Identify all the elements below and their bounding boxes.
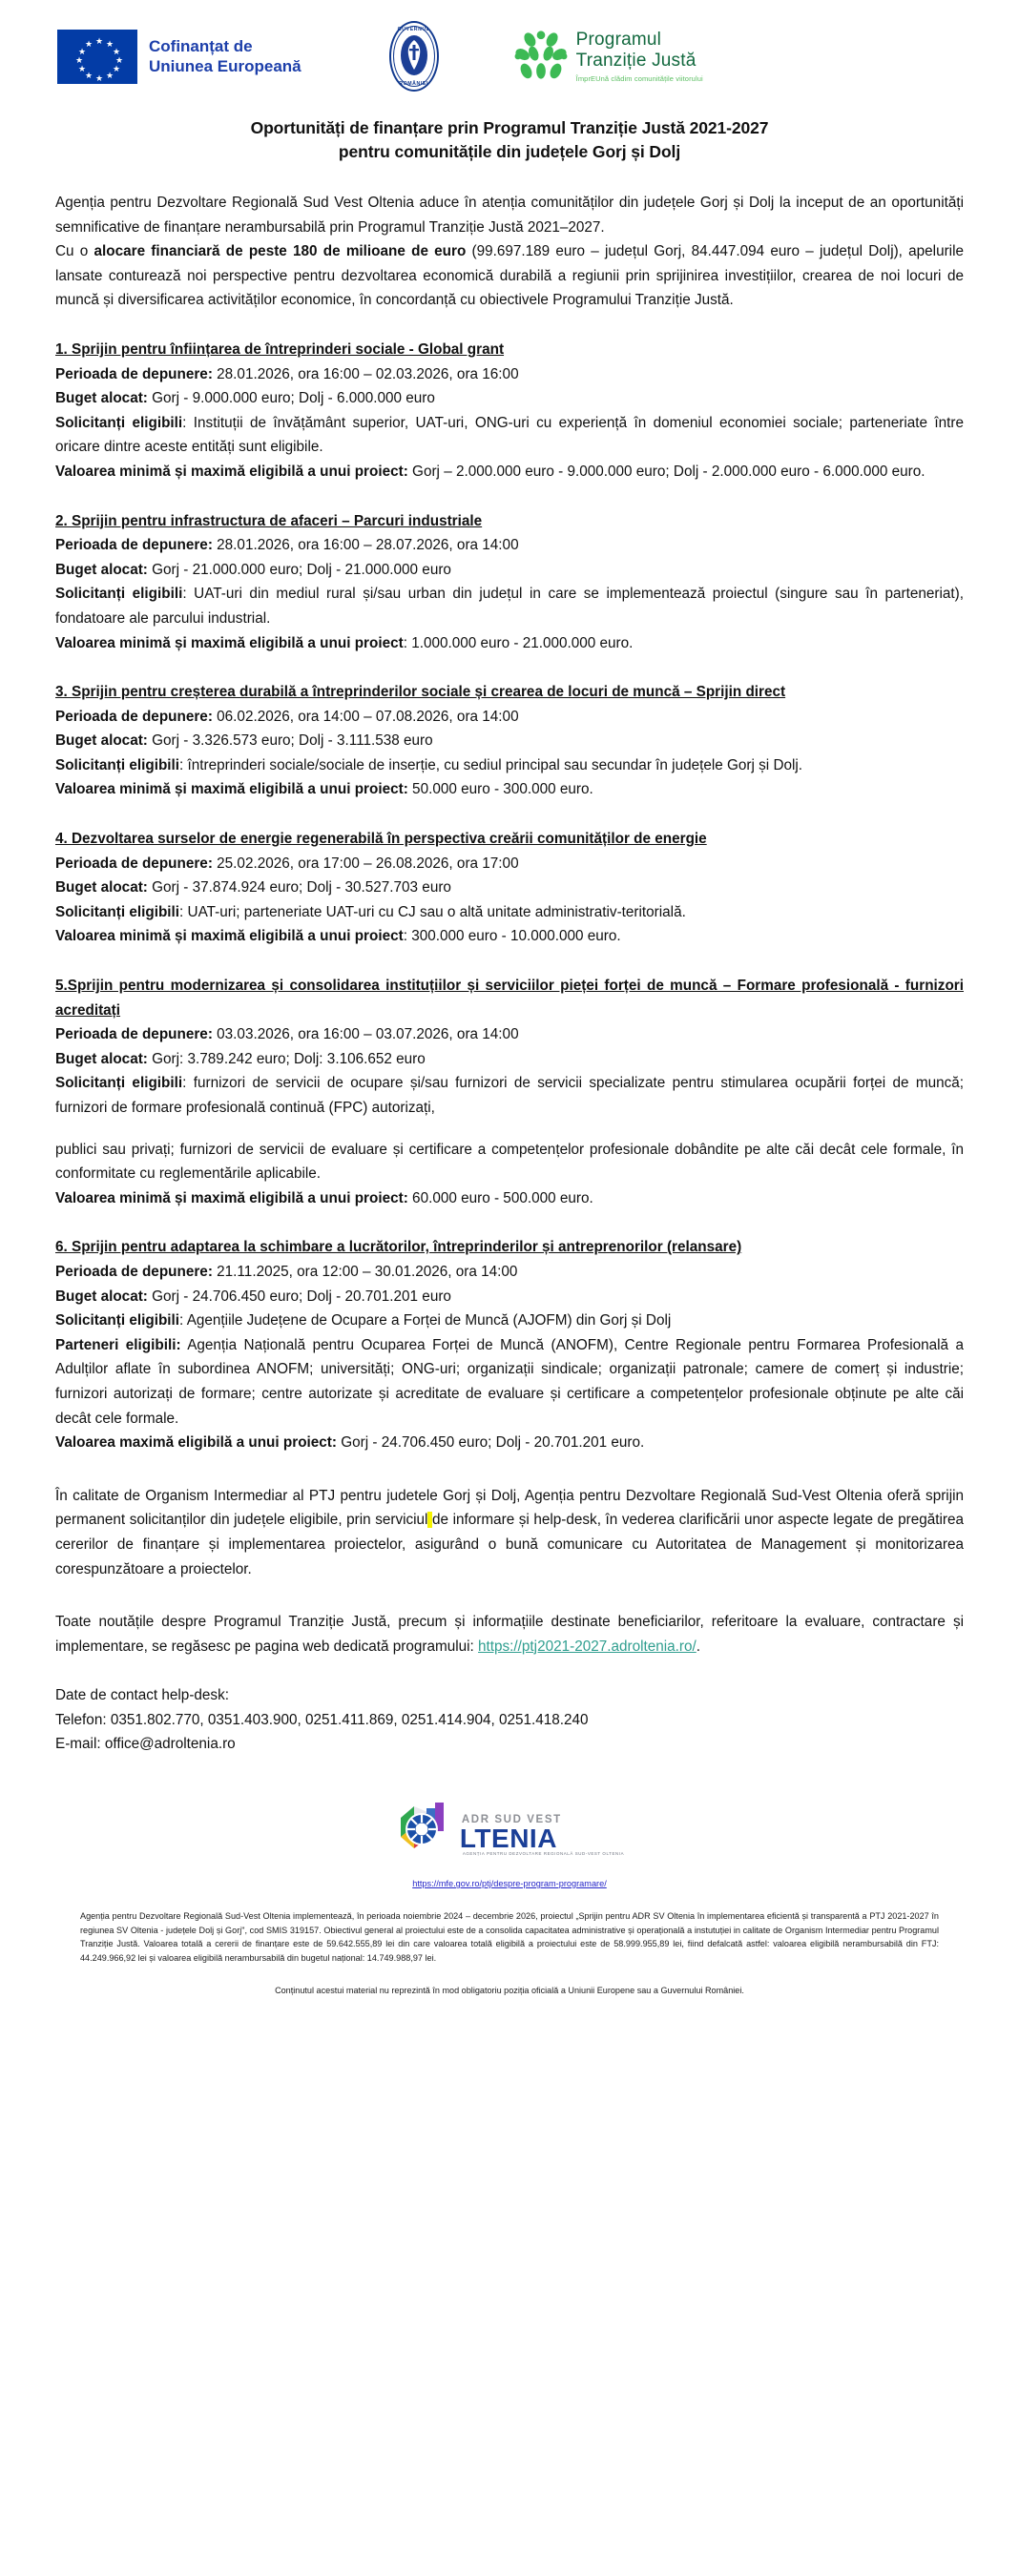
section-heading: 2. Sprijin pentru infrastructura de afaceri – Parcuri industriale — [55, 512, 483, 529]
eu-disclaimer: Conținutul acestui material nu reprezintă în mod obligatoriu poziția oficială a Uniunii Europene sau a Guvernului României. — [275, 1986, 744, 1996]
leaves-icon — [513, 29, 569, 84]
intro-p2-bold: alocare financiară de peste 180 de milioane de euro — [94, 243, 467, 260]
section-line — [55, 1431, 964, 1455]
section-line — [55, 582, 964, 630]
section-line — [55, 558, 964, 583]
logo-bar — [0, 0, 1019, 99]
section-line — [55, 1071, 964, 1120]
intro-paragraph-2 — [55, 239, 964, 313]
eu-cofunding-logo — [57, 30, 302, 84]
line-value: 21.11.2025, ora 12:00 – 30.01.2026, ora 14:00 — [212, 1263, 518, 1280]
intro-paragraph-1: Agenția pentru Dezvoltare Regională Sud Vest Oltenia aduce în atenția comunităților din județele Gorj și Dolj la inceput de an oportunități semnificative de finanțare nerambursabilă prin Programul Tranziție Justă 2021–2027. — [55, 195, 964, 236]
line-value: 28.01.2026, ora 16:00 – 28.07.2026, ora 14:00 — [212, 537, 519, 554]
line-label: Valoarea minimă și maximă eligibilă a unui proiect: — [55, 1189, 408, 1206]
section-line — [55, 777, 964, 802]
adr-sud-vest-oltenia-logo — [395, 1797, 624, 1856]
line-label: Perioada de depunere: — [55, 708, 213, 725]
funding-section — [55, 827, 964, 949]
section-line — [55, 533, 964, 558]
section-line — [55, 386, 964, 411]
ptj-logo-text — [576, 30, 703, 83]
section-line — [55, 900, 964, 925]
section-line — [55, 753, 964, 778]
line-value: Gorj: 3.789.242 euro; Dolj: 3.106.652 euro — [147, 1050, 426, 1067]
line-label: Perioada de depunere: — [55, 537, 213, 554]
line-label: Valoarea minimă și maximă eligibilă a unui proiect — [55, 928, 404, 945]
line-value: Gorj - 21.000.000 euro; Dolj - 21.000.000 euro — [147, 561, 451, 578]
adr-logo-top-text: ADR SUD VEST — [461, 1814, 562, 1826]
section-line — [55, 460, 964, 484]
line-value: 25.02.2026, ora 17:00 – 26.08.2026, ora 17:00 — [212, 855, 519, 872]
helpdesk-text-b: de informare și help-desk, în vederea clarificării unor aspecte legate de pregătirea cererilor de finanțare și implementarea proiectelor, asigurând o bună comunicare cu Autoritatea de Management și monitorizarea corespunzătoare a proiectelor. — [55, 1512, 964, 1577]
section-line — [55, 924, 964, 949]
mfe-link-wrapper — [55, 1879, 964, 1888]
line-value: Agenția Națională pentru Ocuparea Forței de Muncă (ANOFM), Centre Regionale pentru Formarea Profesională a Adulților aflate în subordinea ANOFM; universități; ONG-uri; organizații sindicale; organizații patronale; camere de comerț și industrie; furnizori autorizați de formare; centre autorizate și acreditate de evaluare și certificare a competențelor profesionale obținute pe alte căi decât cele formale. — [55, 1336, 964, 1427]
romanian-eagle-icon — [400, 33, 428, 77]
ptj-logo-line2: Tranziție Justă — [575, 51, 697, 71]
contact-phone: Telefon: 0351.802.770, 0351.403.900, 0251.411.869, 0251.414.904, 0251.418.240 — [55, 1711, 589, 1728]
eu-logo-line1: Cofinanțat de — [149, 37, 253, 55]
mfe-program-link[interactable]: https://mfe.gov.ro/ptj/despre-program-programare/ — [412, 1879, 607, 1889]
gov-seal-bottom-text: ROMÂNIEI — [399, 81, 429, 87]
line-label: Solicitanți eligibili — [55, 586, 183, 603]
section-line — [55, 362, 964, 387]
section-line — [55, 1186, 964, 1211]
line-value: 03.03.2026, ora 16:00 – 03.07.2026, ora 14:00 — [212, 1026, 519, 1043]
line-value: Gorj - 37.874.924 euro; Dolj - 30.527.703 euro — [147, 879, 451, 896]
government-of-romania-seal — [389, 21, 439, 92]
line-value: Gorj – 2.000.000 euro - 9.000.000 euro; Dolj - 2.000.000 euro - 6.000.000 euro. — [407, 463, 925, 480]
section-line — [55, 1285, 964, 1309]
eu-logo-line2: Uniunea Europeană — [149, 57, 302, 75]
gov-seal-top-text: GUVERNUL — [397, 27, 430, 32]
line-label: Buget alocat: — [55, 732, 148, 750]
line-value: : întreprinderi sociale/sociale de inserție, cu sediul principal sau secundar în județele Gorj și Dolj. — [179, 756, 803, 773]
line-value: Gorj - 3.326.573 euro; Dolj - 3.111.538 euro — [147, 732, 433, 750]
line-label: Perioada de depunere: — [55, 1026, 213, 1043]
website-text-post: . — [696, 1638, 701, 1655]
intro-p2-post: (99.697.189 euro – județul Gorj, 84.447.094 euro – județul Dolj), apelurile lansate conturează noi perspective pentru dezvoltarea economică durabilă a regiunii prin sprijinirea investițiilor, crearea de noi locuri de muncă și diversificarea activităților economice, în concordanță cu obiectivele Programului Tranziție Justă. — [55, 243, 964, 309]
section-line — [55, 1260, 964, 1285]
line-label: Perioada de depunere: — [55, 365, 213, 382]
funding-section — [55, 338, 964, 484]
line-label: Buget alocat: — [55, 561, 148, 578]
intro-block — [55, 191, 964, 313]
line-label: Solicitanți eligibili — [55, 1312, 180, 1329]
eu-logo-text — [149, 36, 302, 76]
line-label: Solicitanți eligibili — [55, 1075, 183, 1092]
line-value: : 1.000.000 euro - 21.000.000 euro. — [403, 634, 634, 651]
line-value: Gorj - 24.706.450 euro; Dolj - 20.701.201 euro. — [337, 1434, 645, 1452]
section-line — [55, 631, 964, 656]
line-value: : Agențiile Județene de Ocupare a Forței de Muncă (AJOFM) din Gorj și Dolj — [179, 1312, 672, 1329]
helpdesk-paragraph — [55, 1484, 964, 1581]
ptj-website-link[interactable]: https://ptj2021-2027.adroltenia.ro/ — [478, 1638, 697, 1655]
line-label: Buget alocat: — [55, 1050, 148, 1067]
line-value: : UAT-uri din mediul rural și/sau urban din județul in care se implementează proiectul (singure sau în parteneriat), fondatoare ale parcului industrial. — [55, 586, 964, 627]
contact-email: E-mail: office@adroltenia.ro — [55, 1736, 236, 1753]
funding-section — [55, 1235, 964, 1454]
helpdesk-text-a: În calitate de Organism Intermediar al PTJ pentru judetele Gorj și Dolj, Agenția pentru Dezvoltare Regională Sud-Vest Oltenia oferă sprijin permanent solicitanților din județele eligibile, prin serviciul — [55, 1487, 964, 1529]
section-heading: 5.Sprijin pentru modernizarea și consolidarea instituțiilor și serviciilor pieței forței de muncă – Formare profesională - furnizori acreditați — [55, 978, 964, 1019]
section-line — [55, 705, 964, 730]
line-label: Valoarea minimă și maximă eligibilă a unui proiect: — [55, 463, 408, 480]
line-label: Valoarea maximă eligibilă a unui proiect: — [55, 1434, 337, 1452]
funding-section — [55, 680, 964, 802]
adr-logo-sub-text: AGENȚIA PENTRU DEZVOLTARE REGIONALĂ SUD-VEST OLTENIA — [462, 1851, 625, 1857]
line-label: Solicitanți eligibili — [55, 414, 183, 431]
document-body — [0, 116, 1019, 1997]
ptj-program-logo — [513, 29, 703, 84]
section-line — [55, 1309, 964, 1333]
page-title — [55, 116, 964, 164]
line-value: : Instituții de învățământ superior, UAT-uri, ONG-uri cu experiență în domeniul economiei sociale; parteneriate între oricare dintre aceste entități sunt eligibile. — [55, 414, 964, 456]
adr-logo-text — [460, 1814, 624, 1856]
line-label: Solicitanți eligibili — [55, 903, 180, 920]
line-label: Buget alocat: — [55, 879, 148, 896]
line-value: : furnizori de servicii de ocupare și/sau furnizori de servicii specializate pentru stimularea ocupării forței de muncă; furnizori de formare profesională continuă (FPC) autorizați, — [55, 1075, 964, 1116]
funding-section — [55, 974, 964, 1210]
section-line — [55, 729, 964, 753]
project-fineprint: Agenția pentru Dezvoltare Regională Sud-Vest Oltenia implementează, în perioada noiembrie 2024 – decembrie 2026, proiectul „Sprijin pentru ADR SV Oltenia în implementarea eficientă și transparentă a PTJ 2021-2027 în regiunea SV Oltenia - județele Dolj și Gorj", cod SMIS 319157. Obiectivul general al proiectului este de a consolida capacitatea administrative și operațională a instutuției in calitate de Organism Intermediar pentru Programul Tranziție Justă. Valoarea totală a cererii de finanțare este de 59.642.555,89 lei din care valoarea totală eligibilă a proiectului este de 58.999.955,89 lei, fiind defalcată astfel: valoarea eligibilă nerambursabilă din FTJ: 44.249.966,92 lei și valoarea eligibilă nerambursabilă din bugetul național: 14.749.988,97 lei. — [80, 1911, 939, 1963]
section-line — [55, 1047, 964, 1072]
line-label: Solicitanți eligibili — [55, 756, 180, 773]
section-line — [55, 876, 964, 900]
line-value: : 300.000 euro - 10.000.000 euro. — [403, 928, 621, 945]
line-value: 28.01.2026, ora 16:00 – 02.03.2026, ora 16:00 — [212, 365, 519, 382]
page-title-line1: Oportunități de finanțare prin Programul Tranziție Justă 2021-2027 — [250, 118, 769, 137]
line-label: Perioada de depunere: — [55, 855, 213, 872]
line-value: 50.000 euro - 300.000 euro. — [407, 781, 593, 798]
section-line — [55, 411, 964, 460]
website-text-pre: Toate noutățile despre Programul Tranziție Justă, precum și informațiile destinate beneficiarilor, referitoare la evaluare, contractare și implementare, se regăsesc pe pagina web dedicată programului: — [55, 1614, 964, 1655]
funding-section — [55, 509, 964, 656]
line-value: Gorj - 9.000.000 euro; Dolj - 6.000.000 euro — [147, 390, 435, 407]
page-title-line2: pentru comunitățile din județele Gorj și Dolj — [338, 142, 681, 161]
section-heading: 4. Dezvoltarea surselor de energie regenerabilă în perspectiva creării comunităților de energie — [55, 831, 707, 848]
line-label: Buget alocat: — [55, 1288, 148, 1305]
line-value: Gorj - 24.706.450 euro; Dolj - 20.701.201 euro — [147, 1288, 451, 1305]
ptj-logo-tagline: ÎmprEUnă clădim comunitățile viitorului — [575, 74, 703, 83]
intro-p2-pre: Cu o — [55, 243, 94, 260]
website-paragraph — [55, 1610, 964, 1659]
line-label: Perioada de depunere: — [55, 1263, 213, 1280]
line-value: : UAT-uri; parteneriate UAT-uri cu CJ sau o altă unitate administrativ-teritorială. — [179, 903, 686, 920]
line-value: 60.000 euro - 500.000 euro. — [407, 1189, 593, 1206]
eu-flag-icon: ★ ★ ★ ★ ★ ★ ★ ★ ★ ★ ★ ★ — [57, 30, 137, 84]
section-line — [55, 1138, 964, 1186]
section-line — [55, 1022, 964, 1047]
contact-heading: Date de contact help-desk: — [55, 1687, 229, 1704]
line-label: Parteneri eligibili: — [55, 1336, 181, 1353]
line-value: 06.02.2026, ora 14:00 – 07.08.2026, ora 14:00 — [212, 708, 519, 725]
section-heading: 1. Sprijin pentru înființarea de întreprinderi sociale - Global grant — [55, 340, 505, 358]
adr-logo-wrapper — [55, 1797, 964, 1856]
line-value: publici sau privați; furnizori de servicii de evaluare și certificare a competențelor profesionale dobândite pe alte căi decât cele formale, în conformitate cu reglementările aplicabile. — [55, 1141, 964, 1183]
section-line — [55, 852, 964, 876]
line-label: Valoarea minimă și maximă eligibilă a unui proiect — [55, 634, 404, 651]
ptj-logo-line1: Programul — [575, 30, 662, 50]
section-line — [55, 1333, 964, 1431]
line-label: Buget alocat: — [55, 390, 148, 407]
oltenia-emblem-icon — [395, 1797, 458, 1856]
section-heading: 6. Sprijin pentru adaptarea la schimbare a lucrătorilor, întreprinderilor și antreprenorilor (relansare) — [55, 1239, 742, 1256]
section-heading: 3. Sprijin pentru creșterea durabilă a întreprinderilor sociale și crearea de locuri de muncă – Sprijin direct — [55, 684, 786, 701]
line-label: Valoarea minimă și maximă eligibilă a unui proiect: — [55, 781, 408, 798]
adr-logo-main-text: LTENIA — [459, 1824, 557, 1854]
